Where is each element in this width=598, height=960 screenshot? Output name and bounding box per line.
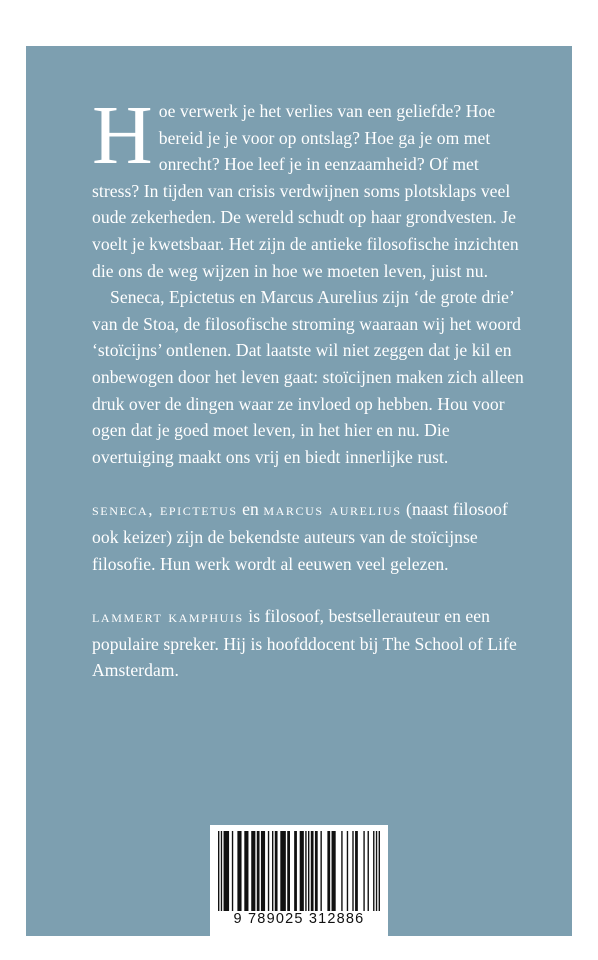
editor-bio-text: is filosoof, bestsellerauteur en een populaire spreker. Hij is hoofddocent bij The School of Life Amsterdam. (92, 606, 517, 681)
barcode-bar (341, 831, 342, 911)
authors-bio-text: (naast filosoof ook keizer) zijn de bekendste auteurs van de stoïcijnse filosofie. Hun werk wordt al eeuwen veel gelezen. (92, 499, 508, 574)
barcode-bar (221, 831, 222, 911)
authors-bio (92, 496, 526, 577)
author-names-2: marcus aurelius (263, 500, 402, 520)
intro-text: oe verwerk je het verlies van een geliefde? Hoe bereid je je voor op ontslag? Hoe ga je om met onrecht? Hoe leef je in eenzaamheid? Of met stress? In tijden van crisis verdwijnen soms plotsklaps veel oude zekerheden. De wereld schudt op haar grondvesten. Je voelt je kwetsbaar. Het zijn de antieke filosofische inzichten die ons de weg wijzen in hoe we moeten leven, juist nu. (92, 101, 519, 281)
barcode-bar (379, 831, 380, 911)
barcode (210, 825, 388, 936)
barcode-bar (311, 831, 314, 911)
author-names-1: seneca, epictetus (92, 500, 238, 520)
blurb-text (92, 89, 526, 684)
barcode-bar (224, 831, 230, 911)
barcode-bar (275, 831, 278, 911)
barcode-bar (368, 831, 369, 911)
editor-bio (92, 603, 526, 684)
back-cover (26, 46, 572, 936)
barcode-bar (268, 831, 269, 911)
barcode-bar (261, 831, 265, 911)
barcode-bar (347, 831, 348, 911)
stoa-paragraph: Seneca, Epictetus en Marcus Aurelius zijn ‘de grote drie’ van de Stoa, de filosofische stroming waaraan wij het woord ‘stoïcijns’ ontlenen. Dat laatste wil niet zeggen dat je kil en onbewogen door het leven gaat: stoïcijnen maken zich alleen druk over de dingen waar ze invloed op hebben. Hou voor ogen dat je goed moet leven, in het hier en nu. Die overtuiging maakt ons vrij en biedt innerlijke rust. (92, 287, 524, 467)
barcode-bar (272, 831, 273, 911)
barcode-bar (251, 831, 255, 911)
barcode-bar (280, 831, 286, 911)
barcode-bar (352, 831, 353, 911)
barcode-bar (308, 831, 309, 911)
barcode-bar (300, 831, 304, 911)
barcode-bar (244, 831, 248, 911)
barcode-bar (376, 831, 377, 911)
author-names-connector: en (237, 499, 264, 520)
barcode-bar (320, 831, 321, 911)
barcode-bar (294, 831, 297, 911)
barcode-bar (218, 831, 219, 911)
barcode-bar (257, 831, 260, 911)
barcode-bar (232, 831, 233, 911)
barcode-bar (373, 831, 374, 911)
barcode-bar (237, 831, 241, 911)
isbn-number: 9 789025 312886 (233, 911, 365, 927)
barcode-bar (315, 831, 318, 911)
barcode-bar (332, 831, 336, 911)
editor-name: lammert kamphuis (92, 607, 244, 627)
barcode-bar (355, 831, 358, 911)
drop-cap: H (92, 89, 153, 182)
barcode-bar (363, 831, 364, 911)
barcode-bar (327, 831, 330, 911)
barcode-bars (218, 831, 380, 911)
barcode-bar (287, 831, 290, 911)
barcode-bar (305, 831, 306, 911)
intro-paragraph (92, 89, 526, 284)
